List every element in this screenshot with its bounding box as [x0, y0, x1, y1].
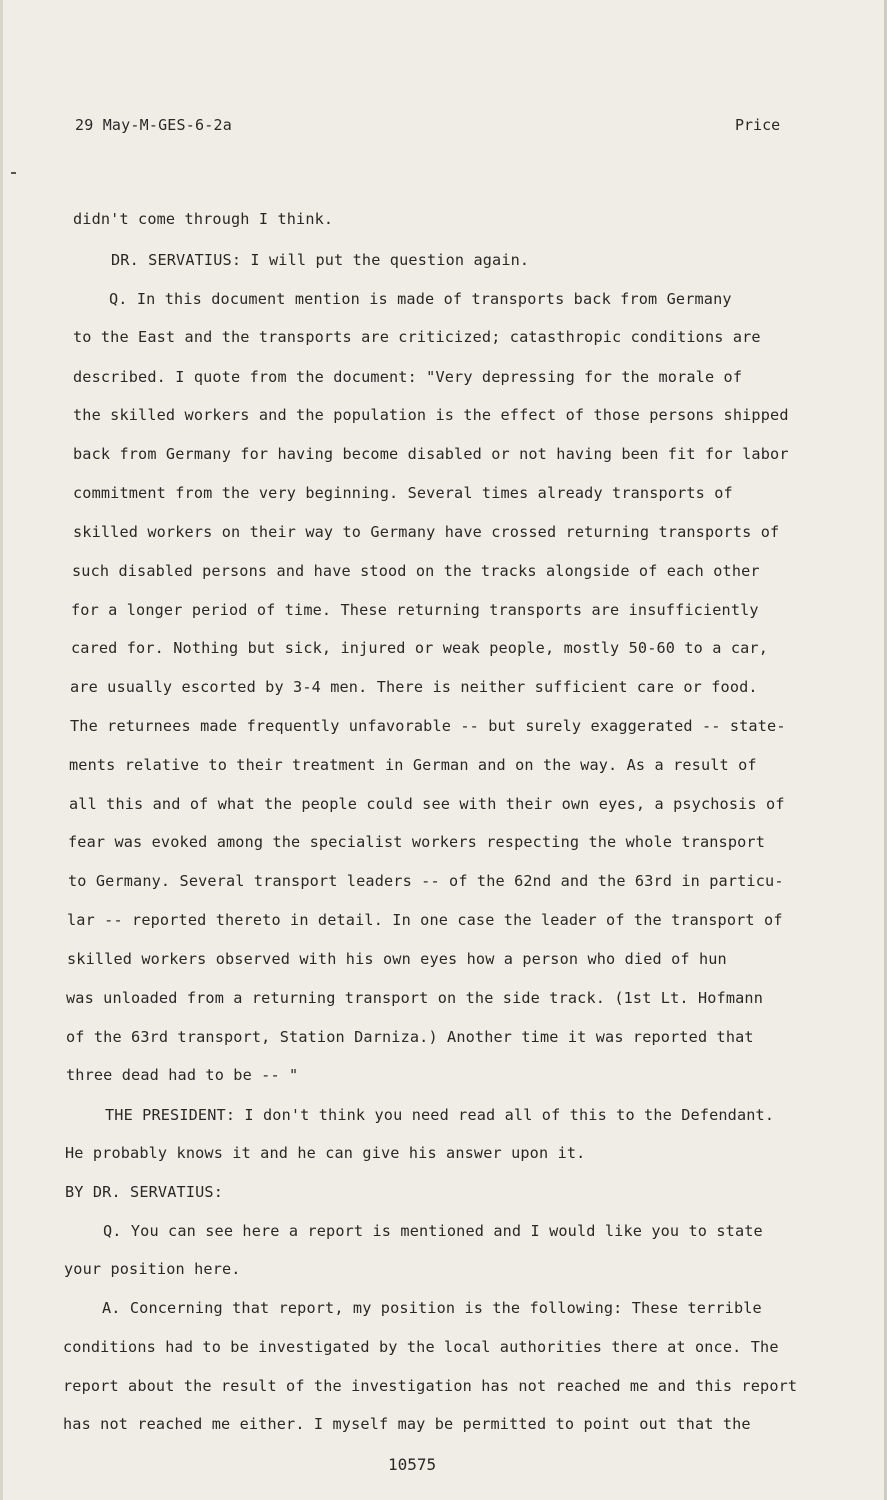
body-line: three dead had to be -- " — [66, 1066, 299, 1084]
body-line: described. I quote from the document: "Very depressing for the morale of — [73, 368, 743, 386]
margin-mark — [11, 172, 16, 174]
body-line: Q. In this document mention is made of transports back from Germany — [109, 290, 732, 308]
body-line: He probably knows it and he can give his answer upon it. — [65, 1144, 586, 1162]
body-line: commitment from the very beginning. Several times already transports of — [73, 484, 733, 502]
body-line: all this and of what the people could see with their own eyes, a psychosis of — [69, 795, 785, 813]
body-line: fear was evoked among the specialist workers respecting the whole transport — [68, 833, 766, 851]
body-line: back from Germany for having become disabled or not having been fit for labor — [73, 445, 789, 463]
header-reference: 29 May-M-GES-6-2a — [75, 116, 232, 134]
body-line: ments relative to their treatment in German and on the way. As a result of — [69, 756, 757, 774]
body-line: skilled workers on their way to Germany have crossed returning transports of — [73, 523, 780, 541]
body-line: was unloaded from a returning transport on the side track. (1st Lt. Hofmann — [66, 989, 764, 1007]
body-line: of the 63rd transport, Station Darniza.) Another time it was reported that — [66, 1028, 754, 1046]
body-line: didn't come through I think. — [73, 210, 334, 228]
body-line: your position here. — [64, 1260, 241, 1278]
body-line: report about the result of the investigation has not reached me and this report — [63, 1377, 798, 1395]
body-line: the skilled workers and the population is the effect of those persons shipped — [73, 406, 789, 424]
body-line: DR. SERVATIUS: I will put the question again. — [111, 251, 530, 269]
page-number: 10575 — [388, 1455, 437, 1474]
body-line: Q. You can see here a report is mentioned and I would like you to state — [103, 1222, 763, 1240]
body-line: to Germany. Several transport leaders -- of the 62nd and the 63rd in particu- — [68, 872, 784, 890]
body-line: conditions had to be investigated by the local authorities there at once. The — [63, 1338, 779, 1356]
body-line: such disabled persons and have stood on the tracks alongside of each other — [72, 562, 760, 580]
body-line: skilled workers observed with his own eyes how a person who died of hun — [67, 950, 727, 968]
header-witness: Price — [735, 116, 781, 134]
body-line: BY DR. SERVATIUS: — [65, 1183, 223, 1201]
body-line: THE PRESIDENT: I don't think you need read all of this to the Defendant. — [105, 1106, 775, 1124]
body-line: A. Concerning that report, my position is the following: These terrible — [102, 1299, 762, 1317]
body-line: lar -- reported thereto in detail. In one case the leader of the transport of — [67, 911, 783, 929]
body-line: for a longer period of time. These returning transports are insufficiently — [71, 601, 759, 619]
body-line: are usually escorted by 3-4 men. There is neither sufficient care or food. — [70, 678, 758, 696]
body-line: to the East and the transports are criticized; catasthropic conditions are — [73, 328, 761, 346]
body-line: has not reached me either. I myself may be permitted to point out that the — [63, 1415, 751, 1433]
body-line: cared for. Nothing but sick, injured or weak people, mostly 50-60 to a car, — [71, 639, 769, 657]
body-line: The returnees made frequently unfavorable -- but surely exaggerated -- state- — [70, 717, 786, 735]
